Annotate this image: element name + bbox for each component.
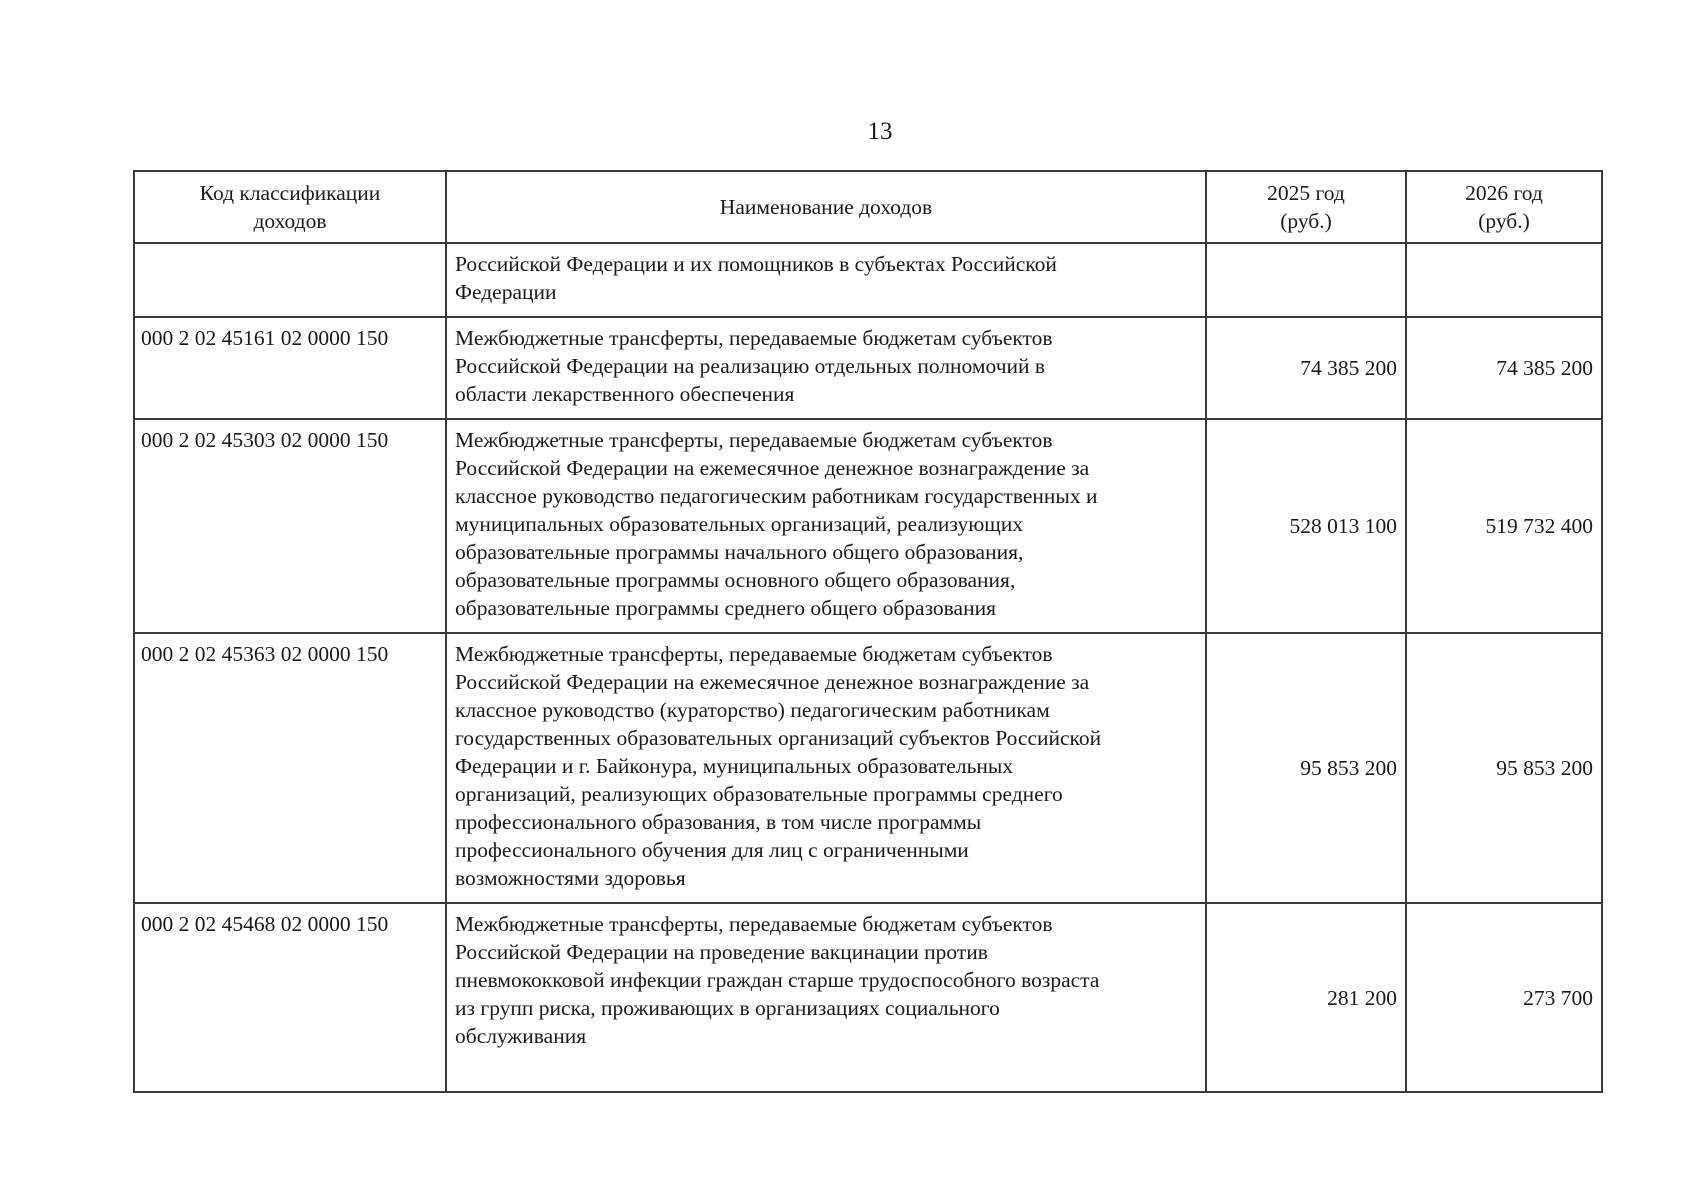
revenue-table	[133, 170, 1603, 1093]
cell-classification-code: 000 2 02 45363 02 0000 150	[134, 633, 446, 903]
cell-amount-2026: 95 853 200	[1406, 633, 1602, 903]
header-year-2025	[1206, 171, 1406, 243]
header-code	[134, 171, 446, 243]
cell-revenue-name	[446, 317, 1206, 419]
table-row	[134, 903, 1602, 1092]
revenue-name-line: возможностями здоровья	[455, 866, 686, 890]
cell-classification-code: 000 2 02 45468 02 0000 150	[134, 903, 446, 1092]
header-year-line: 2025 год	[1267, 181, 1345, 205]
cell-amount-2025	[1206, 243, 1406, 317]
revenue-name-line: Российской Федерации и их помощников в субъектах Российской	[455, 252, 1057, 276]
revenue-name-line: Российской Федерации на ежемесячное денежное вознаграждение за	[455, 456, 1090, 480]
cell-amount-2025: 74 385 200	[1206, 317, 1406, 419]
cell-classification-code: 000 2 02 45303 02 0000 150	[134, 419, 446, 633]
revenue-name-line: Федерации	[455, 280, 557, 304]
cell-revenue-name	[446, 633, 1206, 903]
cell-amount-2026: 273 700	[1406, 903, 1602, 1092]
revenue-name-line: муниципальных образовательных организаций, реализующих	[455, 512, 1024, 536]
cell-amount-2025: 281 200	[1206, 903, 1406, 1092]
revenue-name-line: образовательные программы основного общего образования,	[455, 568, 1016, 592]
revenue-name-line: классное руководство педагогическим работникам государственных и	[455, 484, 1098, 508]
cell-amount-2026: 74 385 200	[1406, 317, 1602, 419]
header-code-line: Код классификации	[199, 181, 381, 205]
revenue-name-line: профессионального обучения для лиц с ограниченными	[455, 838, 969, 862]
table-row	[134, 317, 1602, 419]
table-header-row	[134, 171, 1602, 243]
cell-classification-code	[134, 243, 446, 317]
page-number: 13	[867, 118, 893, 145]
cell-amount-2025: 528 013 100	[1206, 419, 1406, 633]
revenue-name-line: пневмококковой инфекции граждан старше трудоспособного возраста	[455, 968, 1100, 992]
revenue-name-line: классное руководство (кураторство) педагогическим работникам	[455, 698, 1050, 722]
table-body	[134, 243, 1602, 1092]
revenue-name-line: Межбюджетные трансферты, передаваемые бюджетам субъектов	[455, 912, 1053, 936]
header-code-line: доходов	[253, 209, 327, 233]
revenue-name-line: Межбюджетные трансферты, передаваемые бюджетам субъектов	[455, 642, 1053, 666]
table-row	[134, 243, 1602, 317]
header-name	[446, 171, 1206, 243]
revenue-name-line: образовательные программы начального общего образования,	[455, 540, 1024, 564]
revenue-name-line: Российской Федерации на реализацию отдельных полномочий в	[455, 354, 1046, 378]
header-unit-line: (руб.)	[1280, 209, 1332, 233]
header-year-line: 2026 год	[1465, 181, 1543, 205]
revenue-name-line: из групп риска, проживающих в организациях социального	[455, 996, 1000, 1020]
header-unit-line: (руб.)	[1478, 209, 1530, 233]
revenue-name-line: Российской Федерации на ежемесячное денежное вознаграждение за	[455, 670, 1090, 694]
cell-amount-2025: 95 853 200	[1206, 633, 1406, 903]
revenue-name-line: Российской Федерации на проведение вакцинации против	[455, 940, 988, 964]
revenue-name-line: государственных образовательных организаций субъектов Российской	[455, 726, 1102, 750]
table-row	[134, 419, 1602, 633]
header-name-line: Наименование доходов	[719, 195, 933, 219]
cell-amount-2026	[1406, 243, 1602, 317]
revenue-name-line: обслуживания	[455, 1024, 587, 1048]
revenue-name-line: Межбюджетные трансферты, передаваемые бюджетам субъектов	[455, 326, 1053, 350]
cell-revenue-name	[446, 419, 1206, 633]
cell-revenue-name	[446, 243, 1206, 317]
revenue-name-line: области лекарственного обеспечения	[455, 382, 795, 406]
revenue-name-line: образовательные программы среднего общего образования	[455, 596, 996, 620]
cell-revenue-name	[446, 903, 1206, 1092]
cell-amount-2026: 519 732 400	[1406, 419, 1602, 633]
revenue-name-line: профессионального образования, в том числе программы	[455, 810, 982, 834]
table-row	[134, 633, 1602, 903]
revenue-name-line: организаций, реализующих образовательные программы среднего	[455, 782, 1063, 806]
revenue-name-line: Межбюджетные трансферты, передаваемые бюджетам субъектов	[455, 428, 1053, 452]
header-year-2026	[1406, 171, 1602, 243]
cell-classification-code: 000 2 02 45161 02 0000 150	[134, 317, 446, 419]
revenue-name-line: Федерации и г. Байконура, муниципальных образовательных	[455, 754, 1014, 778]
